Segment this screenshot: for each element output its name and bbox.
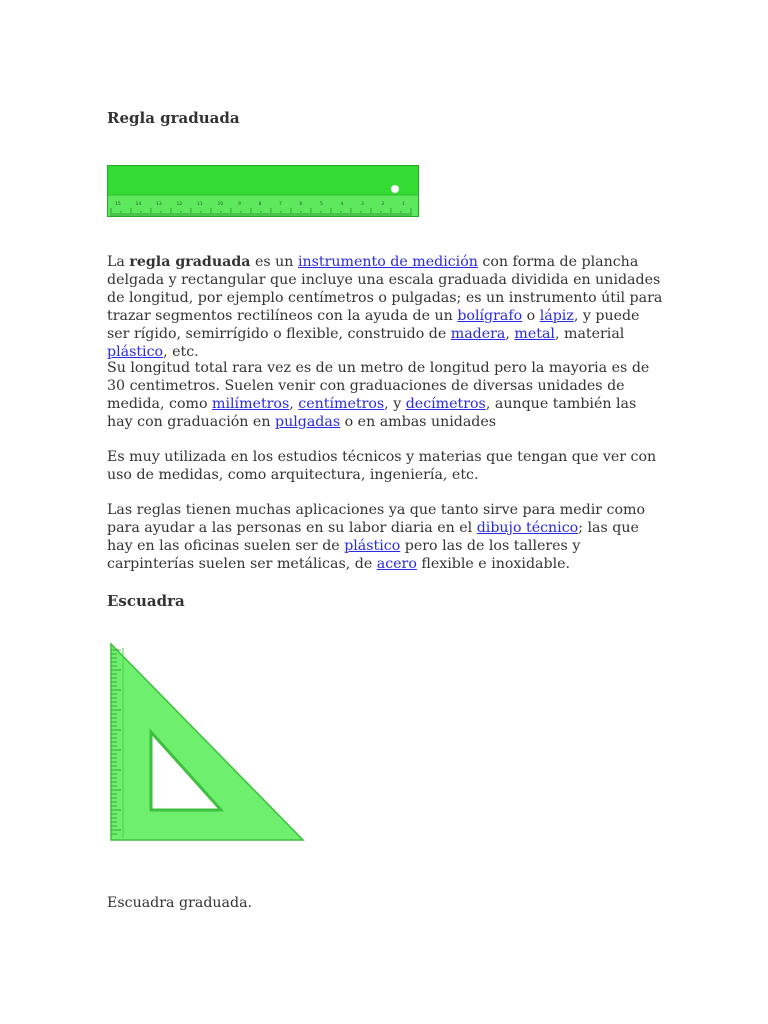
ruler-number: 2: [381, 202, 385, 207]
ruler-number: 7: [279, 202, 282, 207]
heading-regla-graduada: Regla graduada: [107, 109, 240, 127]
link-metal[interactable]: metal: [514, 326, 555, 342]
link-plástico[interactable]: plástico: [344, 538, 401, 554]
text-run: , y puede ser rígido, semirrígido o flexible, construido de: [107, 308, 640, 342]
text-run: , aunque también las hay con graduación en: [107, 396, 637, 430]
ruler-number: 10: [217, 202, 224, 207]
paragraph-3: [107, 448, 663, 484]
paragraph-1: [107, 253, 663, 361]
text-run: Es muy utilizada en los estudios técnicos y materias que tengan que ver con uso de medidas, como arquitectura, ingeniería, etc.: [107, 449, 657, 483]
text-run: pero las de los talleres y carpinterías suelen ser metálicas, de: [107, 538, 581, 572]
link-pulgadas[interactable]: pulgadas: [274, 414, 341, 430]
ruler-number: 3: [361, 202, 364, 207]
ruler-number: 5: [320, 202, 323, 207]
ruler-number: 6: [299, 202, 303, 207]
link-acero[interactable]: acero: [376, 556, 417, 572]
link-lápiz[interactable]: lápiz: [539, 308, 574, 324]
text-run: , etc.: [163, 344, 199, 360]
ruler-number: 11: [197, 202, 203, 207]
link-centímetros[interactable]: centímetros: [298, 396, 385, 412]
ruler-number: 4: [340, 202, 344, 207]
ruler-number: 8: [258, 202, 262, 207]
text-run: es un: [250, 254, 298, 270]
text-run: ,: [505, 326, 515, 342]
ruler-image: [107, 165, 419, 217]
text-run: o en ambas unidades: [340, 414, 497, 430]
ruler-number: 12: [176, 202, 183, 207]
text-run: Las reglas tienen muchas aplicaciones ya que tanto sirve para medir como para ayudar a las personas en su labor diaria en el: [107, 502, 646, 536]
ruler-number: 13: [156, 202, 162, 207]
link-instrumento-de-medición[interactable]: instrumento de medición: [297, 254, 478, 270]
text-run: Su longitud total rara vez es de un metro de longitud pero la mayoria es de 30 centimetros. Suelen venir con graduaciones de diversas unidades de medida, como: [107, 360, 650, 412]
set-square-image: [109, 642, 305, 842]
ruler-number: 14: [135, 202, 142, 207]
link-plástico[interactable]: plástico: [107, 344, 164, 360]
text-run: ,: [289, 396, 299, 412]
ruler-number: 9: [238, 202, 241, 207]
bold-term: regla graduada: [129, 254, 251, 270]
text-run: flexible e inoxidable.: [416, 556, 571, 572]
text-run: , material: [554, 326, 625, 342]
paragraph-4: [107, 501, 663, 573]
text-run: ; las que hay en las oficinas suelen ser de: [107, 520, 639, 554]
text-run: La: [107, 254, 130, 270]
link-bolígrafo[interactable]: bolígrafo: [457, 308, 523, 324]
ruler-number: 1: [402, 202, 405, 207]
link-milímetros[interactable]: milímetros: [212, 396, 290, 412]
paragraph-2: [107, 359, 663, 431]
caption-escuadra: Escuadra graduada.: [107, 895, 253, 911]
link-dibujo-técnico[interactable]: dibujo técnico: [476, 520, 579, 536]
text-run: o: [522, 308, 540, 324]
heading-escuadra: Escuadra: [107, 592, 185, 610]
text-run: con forma de plancha delgada y rectangular que incluye una escala graduada dividida en unidades de longitud, por ejemplo centímetros o pulgadas; es un instrumento útil para trazar segmentos rectilíneos con la ayuda de un: [107, 254, 663, 324]
ruler-number: 15: [115, 202, 121, 207]
text-run: , y: [384, 396, 406, 412]
link-decímetros[interactable]: decímetros: [405, 396, 486, 412]
link-madera[interactable]: madera: [450, 326, 506, 342]
